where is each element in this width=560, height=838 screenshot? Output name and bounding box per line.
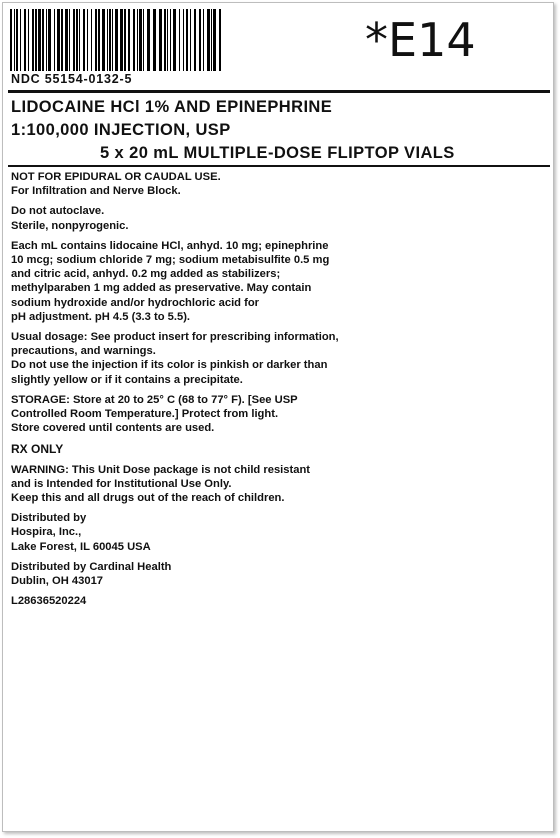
corner-code: *E14 (365, 13, 476, 67)
title-rule (8, 165, 550, 167)
composition-line: 10 mcg; sodium chloride 7 mg; sodium metabisulfite 0.5 mg (11, 254, 330, 267)
warning-epidural: NOT FOR EPIDURAL OR CAUDAL USE. (11, 171, 221, 183)
label-body (11, 170, 451, 608)
rx-only: RX ONLY (11, 442, 64, 457)
title-line-1: LIDOCAINE HCl 1% AND EPINEPHRINE (11, 98, 333, 116)
distributor-line: Dublin, OH 43017 (11, 575, 104, 588)
composition-line: Each mL contains lidocaine HCl, anhyd. 10 mg; epinephrine (11, 239, 329, 252)
sterile-note: Sterile, nonpyrogenic. (11, 219, 129, 232)
composition-line: pH adjustment. pH 4.5 (3.3 to 5.5). (11, 310, 191, 323)
dosage-line: Usual dosage: See product insert for prescribing information, (11, 331, 339, 344)
warning-line: and is Intended for Institutional Use Only. (11, 477, 232, 490)
drug-label (2, 2, 554, 832)
warning-line: Keep this and all drugs out of the reach of children. (11, 492, 285, 505)
distributor-line: Distributed by Cardinal Health (11, 560, 172, 573)
infiltration-note: For Infiltration and Nerve Block. (11, 185, 181, 198)
storage-line: Store covered until contents are used. (11, 422, 215, 435)
barcode (10, 9, 222, 71)
lot-code: L28636520224 (11, 595, 87, 608)
composition-line: and citric acid, anhyd. 0.2 mg added as stabilizers; (11, 268, 281, 281)
storage-line: STORAGE: Store at 20 to 25° C (68 to 77° F). [See USP (11, 393, 298, 406)
distributor-line: Hospira, Inc., (11, 526, 82, 539)
warning-line: WARNING: This Unit Dose package is not child resistant (11, 463, 311, 476)
autoclave-note: Do not autoclave. (11, 205, 105, 218)
product-title (11, 96, 551, 165)
title-line-3: 5 x 20 mL MULTIPLE-DOSE FLIPTOP VIALS (100, 144, 455, 162)
dosage-line: Do not use the injection if its color is pinkish or darker than (11, 359, 328, 372)
distributor-line: Distributed by (11, 512, 87, 525)
dosage-line: slightly yellow or if it contains a precipitate. (11, 373, 243, 386)
title-line-2: 1:100,000 INJECTION, USP (11, 121, 231, 139)
top-rule (8, 90, 550, 93)
ndc-number: NDC 55154-0132-5 (11, 72, 133, 86)
dosage-line: precautions, and warnings. (11, 345, 156, 358)
storage-line: Controlled Room Temperature.] Protect from light. (11, 408, 279, 421)
composition-line: sodium hydroxide and/or hydrochloric acid for (11, 296, 260, 309)
composition-line: methylparaben 1 mg added as preservative. May contain (11, 282, 312, 295)
distributor-line: Lake Forest, IL 60045 USA (11, 540, 151, 553)
